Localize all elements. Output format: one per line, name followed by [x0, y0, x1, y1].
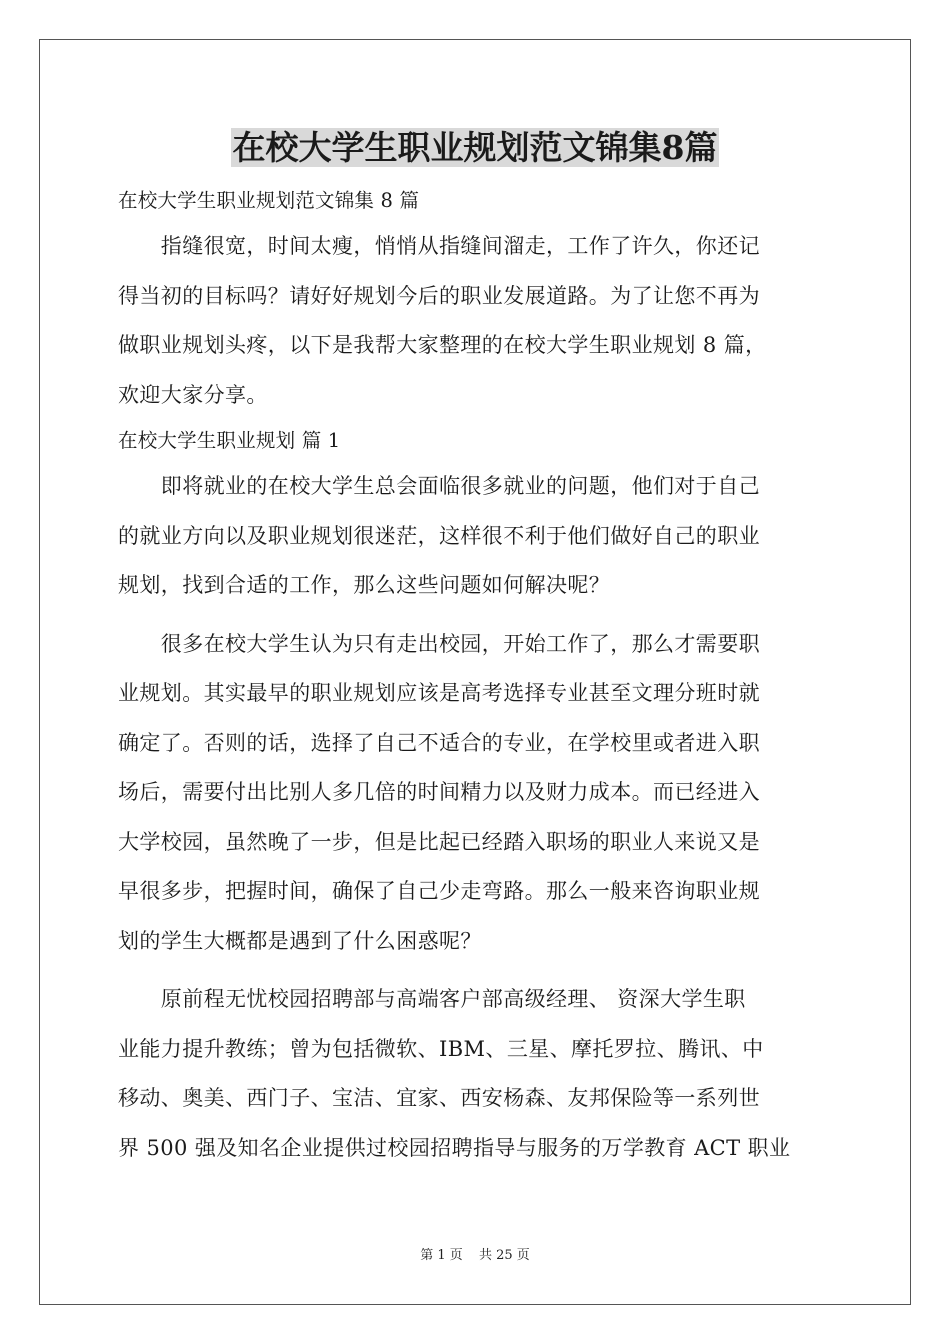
paragraph-line: 早很多步，把握时间，确保了自己少走弯路。那么一般来咨询职业规	[118, 879, 760, 903]
document-title	[0, 124, 950, 172]
paragraph-line: 很多在校大学生认为只有走出校园，开始工作了，那么才需要职	[118, 631, 760, 656]
paragraph-line: 移动、奥美、西门子、宝洁、宜家、西安杨森、友邦保险等一系列世	[118, 1086, 760, 1110]
paragraph-line: 规划，找到合适的工作，那么这些问题如何解决呢？	[118, 573, 611, 597]
paragraph-line: 做职业规划头疼，以下是我帮大家整理的在校大学生职业规划 8 篇，	[118, 333, 767, 357]
document-subtitle: 在校大学生职业规划范文锦集 8 篇	[118, 189, 420, 212]
paragraph-line: 划的学生大概都是遇到了什么困惑呢？	[118, 928, 482, 953]
paragraph-line: 业规划。其实最早的职业规划应该是高考选择专业甚至文理分班时就	[118, 681, 760, 705]
paragraph-line: 指缝很宽，时间太瘦，悄悄从指缝间溜走，工作了许久，你还记	[118, 234, 760, 258]
paragraph-line: 场后，需要付出比别人多几倍的时间精力以及财力成本。而已经进入	[118, 780, 760, 804]
paragraph-line: 欢迎大家分享。	[118, 382, 268, 407]
body-paragraph-2	[118, 620, 834, 967]
paragraph-spacer	[118, 611, 834, 620]
paragraph-line: 确定了。否则的话，选择了自己不适合的专业，在学校里或者进入职	[118, 730, 760, 755]
document-title-text: 在校大学生职业规划范文锦集8篇	[232, 128, 718, 167]
total-pages: 共 25 页	[478, 1248, 530, 1263]
paragraph-line: 业能力提升教练；曾为包括微软、IBM、三星、摩托罗拉、腾讯、中	[118, 1036, 764, 1061]
paragraph-line: 大学校园，虽然晚了一步，但是比起已经踏入职场的职业人来说又是	[118, 829, 760, 854]
body-paragraph-3	[118, 975, 834, 1173]
body-paragraph-1	[118, 462, 834, 611]
page-footer	[0, 1246, 950, 1266]
page-number: 第 1 页	[420, 1248, 463, 1263]
intro-paragraph	[118, 222, 834, 420]
paragraph-line: 即将就业的在校大学生总会面临很多就业的问题，他们对于自己	[118, 474, 760, 498]
paragraph-spacer	[118, 966, 834, 975]
document-body	[118, 180, 834, 1173]
paragraph-line: 原前程无忧校园招聘部与高端客户部高级经理、 资深大学生职	[118, 987, 746, 1011]
paragraph-line: 的就业方向以及职业规划很迷茫，这样很不利于他们做好自己的职业	[118, 523, 760, 548]
paragraph-line: 得当初的目标吗？请好好规划今后的职业发展道路。为了让您不再为	[118, 283, 760, 308]
paragraph-line: 界 500 强及知名企业提供过校园招聘指导与服务的万学教育 ACT 职业	[118, 1135, 791, 1160]
section-heading: 在校大学生职业规划 篇 1	[118, 429, 341, 452]
